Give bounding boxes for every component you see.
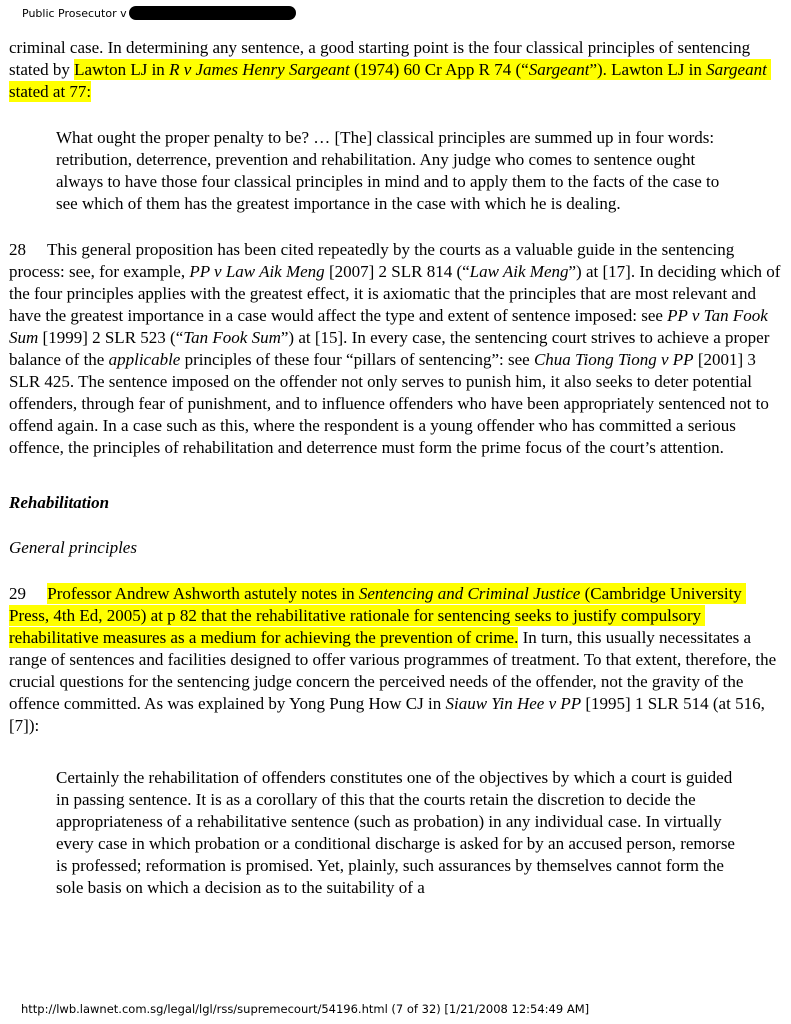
highlighted-text-run: (Cambridge University Press, 4th Ed, 2005) at p 82 that the rehabilitative rationale for sentencing seeks to justify compulsory rehabilitative measures as a medium for achieving the prevention of crime. [9, 584, 747, 647]
paragraph-29 [9, 583, 782, 737]
block-quote-siauw [56, 767, 742, 899]
document-body [0, 37, 791, 899]
text-run: [1999] 2 SLR 523 (“ [38, 328, 184, 347]
text-run: In turn, this usually necessitates a range of sentences and facilities designed to offer various programmes of treatment. To that extent, therefore, the crucial questions for the sentencing judge concern the perceived needs of the offender, not the gravity of the offence committed. As was explained by Yong Pung How CJ in [9, 628, 781, 713]
text-run: [2007] 2 SLR 814 (“ [324, 262, 470, 281]
text-run: principles of these four “pillars of sentencing”: see [180, 350, 534, 369]
header-case-title: Public Prosecutor v [22, 6, 127, 20]
heading-rehabilitation: Rehabilitation [9, 493, 110, 512]
text-run: [2001] 3 SLR 425. The sentence imposed on the offender not only serves to punish him, it also seeks to deter potential offenders, through fear of punishment, and to influence offenders who have been appropriately sentenced not to offend again. In a case such as this, where the respondent is a young offender who has committed a serious offence, the principles of rehabilitation and deterrence must form the prime focus of the court’s attention. [9, 350, 774, 457]
text-run: Siauw Yin Hee v PP [445, 694, 582, 713]
text-run: 29 [9, 584, 48, 603]
text-run: applicable [108, 350, 181, 369]
footer-url-text: http://lwb.lawnet.com.sg/legal/lgl/rss/supremecourt/54196.html (7 of 32) [1/21/2008 12:54:49 AM] [21, 1002, 590, 1016]
page-header [22, 5, 296, 21]
highlighted-text-run: Sargeant [528, 60, 590, 79]
text-run: Law Aik Meng [469, 262, 569, 281]
highlighted-text-run: Sentencing and Criminal Justice [358, 584, 581, 603]
text-run: 28 This general proposition has been cited repeatedly by the courts as a valuable guide in the sentencing process: see, for example, [9, 240, 739, 281]
highlighted-text-run: (1974) 60 Cr App R 74 (“ [349, 60, 529, 79]
text-run: PP v Tan Fook Sum [9, 306, 773, 347]
redaction-bar [129, 6, 296, 20]
text-run: [1995] 1 SLR 514 (at 516, [7]): [9, 694, 770, 735]
paragraph-28 [9, 239, 785, 459]
text-run: criminal case. In determining any sentence, a good starting point is the four classical principles of sentencing stated by [9, 38, 755, 79]
highlighted-text-run: R v James Henry Sargeant [169, 60, 350, 79]
highlighted-text-run: stated at 77: [9, 60, 772, 101]
highlighted-text-run: Sargeant [706, 60, 767, 79]
text-run: Chua Tiong Tiong v PP [533, 350, 694, 369]
text-run: ”) at [15]. In every case, the sentencing court strives to achieve a proper balance of the [9, 328, 774, 369]
page-footer [21, 1002, 589, 1016]
text-run: ”) at [17]. In deciding which of the four principles applies with the greatest effect, it is axiomatic that the principles that are most relevant and have the greatest importance in a case would affect the type and extent of sentence imposed: see [9, 262, 785, 325]
highlighted-text-run: ”). Lawton LJ in [589, 60, 707, 79]
text-run: PP v Law Aik Meng [189, 262, 325, 281]
text-run: What ought the proper penalty to be? … [The] classical principles are summed up in four words: retribution, deterrence, prevention and rehabilitation. Any judge who comes to sentence ought always to have those four classical principles in mind and to apply them to the facts of the case to see which of them has the greatest importance in the case with which he is dealing. [56, 128, 724, 213]
heading-general-principles: General principles [9, 538, 137, 557]
highlighted-text-run: Professor Andrew Ashworth astutely notes in [47, 584, 359, 603]
highlighted-text-run: Lawton LJ in [74, 60, 170, 79]
text-run: Tan Fook Sum [183, 328, 281, 347]
paragraph-intro [9, 37, 782, 103]
text-run: Certainly the rehabilitation of offenders constitutes one of the objectives by which a court is guided in passing sentence. It is as a corollary of this that the courts retain the discretion to decide the appropriateness of a rehabilitative sentence (such as probation) in any individual case. In virtually every case in which probation or a conditional discharge is asked for by an accused person, remorse is professed; reformation is promised. Yet, plainly, such assurances by themselves cannot form the sole basis on which a decision as to the suitability of a [56, 768, 740, 897]
block-quote-sargeant [56, 127, 742, 215]
